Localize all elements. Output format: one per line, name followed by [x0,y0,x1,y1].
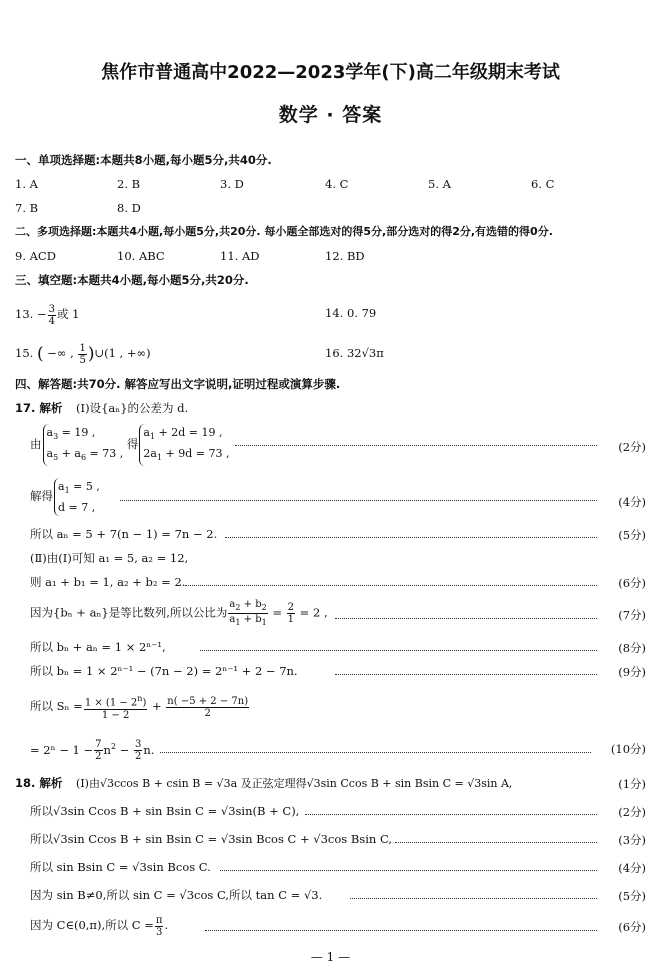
q18-label: 18. 解析 [15,776,63,790]
q17-line10: 所以 Sₙ = $\frac{1 \times (1 - 2^n)}{1 - 2}$ + $\frac{n( -5 + 2 - 7n)}{2}$ [30,694,249,721]
answer-2: 2. B [117,177,141,191]
q17-intro-line [15,401,188,415]
score-leader [335,674,597,675]
answer-4: 4. C [325,177,349,191]
score-leader [205,930,597,931]
page-number: — 1 — [310,950,351,964]
answer-13: 13. − $\frac{3}{4}$ 或 1 [15,303,80,327]
score-17-5: (7分) [618,608,646,622]
answer-10: 10. ABC [117,249,165,263]
score-18-6: (6分) [618,920,646,934]
answer-15-number: 15. [15,346,34,360]
q17-system-line: 由 $a_3 = 19$ , $a_5 + a_6 = 73$ , 得 $a_1 + 2d = 19$ , $2a_1 + 9d = 73$ , [30,424,230,466]
q18-line2: 所以√3sin Ccos B + sin Bsin C = √3sin(B + C), [30,804,300,818]
q17-intro: (Ⅰ)设{aₙ}的公差为 d. [76,401,189,415]
score-leader [185,585,597,586]
score-18-1: (1分) [618,777,646,791]
q18-line3: 所以√3sin Ccos B + sin Bsin C = √3sin Bcos C + √3cos Bsin C, [30,832,392,846]
q17-line9: 所以 bₙ = 1 × 2ⁿ⁻¹ − (7n − 2) = 2ⁿ⁻¹ + 2 − 7n. [30,664,298,678]
score-18-4: (4分) [618,861,646,875]
q18-line5: 因为 sin B≠0,所以 sin C = √3cos C,所以 tan C = √3. [30,888,323,902]
part3-heading: 三、填空题:本题共4小题,每小题5分,共20分. [15,273,249,287]
answer-7: 7. B [15,201,39,215]
score-leader [235,445,597,446]
answer-16: 16. 32√3π [325,346,384,360]
q18-line4: 所以 sin Bsin C = √3sin Bcos C. [30,860,211,874]
part4-heading: 四、解答题:共70分. 解答应写出文字说明,证明过程或演算步骤. [15,377,341,391]
q17-line4: 所以 aₙ = 5 + 7(n − 1) = 7n − 2. [30,527,218,541]
answer-9: 9. ACD [15,249,56,263]
score-18-2: (2分) [618,805,646,819]
part2-heading: 二、多项选择题:本题共4小题,每小题5分,共20分. 每小题全部选对的得5分,部分选对的得2分,有选错的得0分. [15,225,553,238]
score-17-3: (5分) [618,528,646,542]
q17-line5: (Ⅱ)由(Ⅰ)可知 a₁ = 5, a₂ = 12, [30,551,189,565]
answer-5: 5. A [428,177,451,191]
score-17-1: (2分) [618,440,646,454]
answer-3: 3. D [220,177,244,191]
exam-title: 焦作市普通高中2022—2023学年(下)高二年级期末考试 [101,62,560,83]
q18-line6: 因为 C∈(0,π),所以 C = $\frac{\pi}{3}$ . [30,914,169,938]
answer-13-tail: 或 1 [56,307,80,321]
answer-subtitle: 数学 · 答案 [278,104,383,126]
q17-line7: 因为{bₙ + aₙ}是等比数列,所以公比为 $\frac{a_2 + b_2}{a_1 + b_1}$ = $\frac{2}{1}$ = 2 , [30,599,328,627]
answer-8: 8. D [117,201,141,215]
answer-15: 15. ( −∞ , $\frac{1}{5}$ )∪(1 , +∞) [15,342,151,366]
q18-line1-row [15,776,512,791]
score-17-2: (4分) [618,495,646,509]
answer-14: 14. 0. 79 [325,306,377,320]
score-leader [200,650,597,651]
answer-13-number: 13. [15,307,34,321]
score-leader [335,618,597,619]
answer-12: 12. BD [325,249,365,263]
score-17-6: (8分) [618,641,646,655]
score-17-4: (6分) [618,576,646,590]
score-leader [220,870,597,871]
q17-label: 17. 解析 [15,401,63,415]
answer-1: 1. A [15,177,38,191]
score-leader [225,537,597,538]
score-18-5: (5分) [618,889,646,903]
score-17-8: (10分) [610,742,646,756]
q17-line6: 则 a₁ + b₁ = 1, a₂ + b₂ = 2. [30,575,186,589]
score-17-7: (9分) [618,665,646,679]
score-leader [350,898,597,899]
score-18-3: (3分) [618,833,646,847]
part1-heading: 一、单项选择题:本题共8小题,每小题5分,共40分. [15,153,272,167]
score-leader [160,752,591,753]
score-leader [120,500,597,501]
score-leader [305,814,597,815]
q18-line1: (Ⅰ)由√3ccos B + csin B = √3a 及正弦定理得√3sin Ccos B + sin Bsin C = √3sin A, [76,777,513,790]
answer-6: 6. C [531,177,555,191]
q17-line8: 所以 bₙ + aₙ = 1 × 2ⁿ⁻¹, [30,640,166,654]
q17-line11: = 2ⁿ − 1 − $\frac{7}{2}$ $n^2$ − $\frac{3}{2}$ n. [30,739,155,763]
q17-solve-line: 解得 $a_1 = 5$ , d = 7 , [30,480,100,515]
answer-11: 11. AD [220,249,260,263]
score-leader [395,842,597,843]
